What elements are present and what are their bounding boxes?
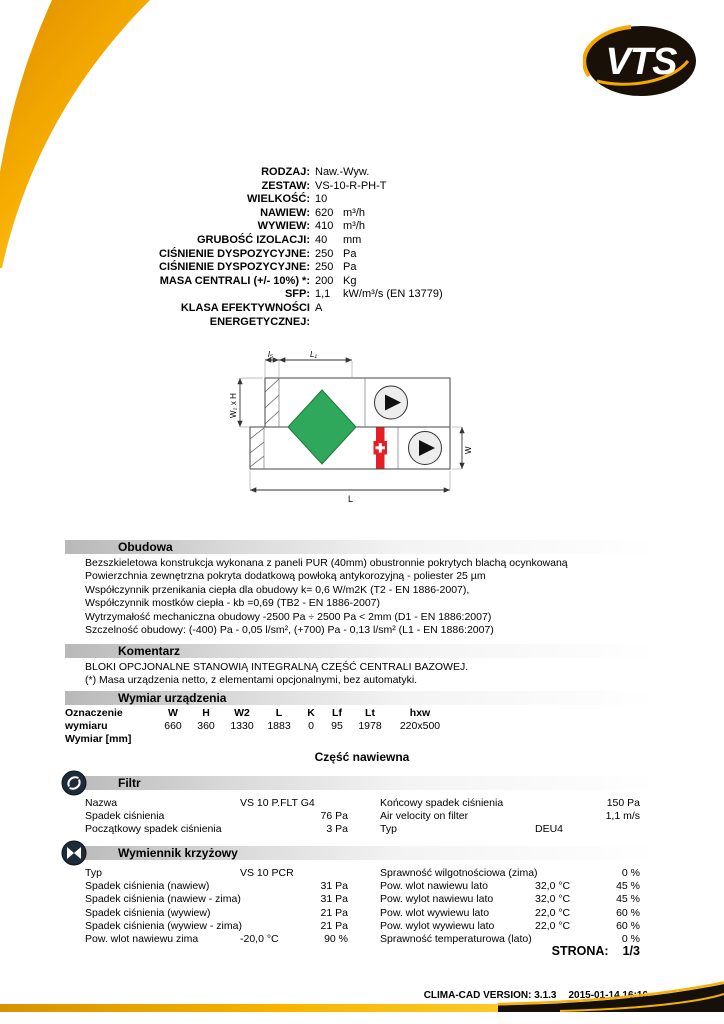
param-row xyxy=(85,823,348,836)
spec-row xyxy=(0,316,724,330)
col-header: W xyxy=(168,707,178,719)
section-title: Obudowa xyxy=(118,540,173,554)
cell: 660 xyxy=(164,719,182,732)
param-row xyxy=(380,907,640,920)
page-number xyxy=(340,944,640,958)
param-mid: 22,0 °C xyxy=(535,906,571,919)
col-header: Lf xyxy=(332,707,342,719)
spec-value: Naw.-Wyw. xyxy=(315,166,370,178)
spec-label: ENERGETYCZNEJ: xyxy=(209,315,310,328)
param-mid: VS 10 P.FLT G4 xyxy=(240,797,315,809)
supply-fan-icon xyxy=(375,386,408,419)
filtr-left-table xyxy=(85,797,348,837)
wymiennik-left-table xyxy=(85,867,348,946)
obudowa-line: Współczynnik mostków ciepła - kb =0,69 (TB2 - EN 1886-2007) xyxy=(85,597,380,610)
spec-label: CIŚNIENIE DYSPOZYCYJNE: xyxy=(159,261,310,274)
spec-label: CIŚNIENIE DYSPOZYCYJNE: xyxy=(159,247,310,260)
param-value: 3 Pa xyxy=(326,823,348,836)
param-label: Air velocity on filter xyxy=(380,810,469,823)
spec-list xyxy=(0,166,724,329)
spec-value: 10 xyxy=(315,193,328,206)
param-mid xyxy=(240,810,296,823)
param-label: Pow. wylot nawiewu lato xyxy=(380,893,494,906)
spec-label: ZESTAW: xyxy=(261,179,310,192)
param-row xyxy=(85,920,348,933)
spec-row xyxy=(0,261,724,275)
unit-diagram xyxy=(228,350,488,505)
spec-row xyxy=(0,166,724,180)
exhaust-fan-icon xyxy=(409,432,442,465)
param-value: 0 % xyxy=(621,933,640,946)
footer-version-text: CLIMA-CAD VERSION: 3.1.3 xyxy=(423,990,557,1001)
param-mid xyxy=(240,893,296,906)
obudowa-line: Współczynnik przenikania ciepła dla obudowy k= 0,6 W/m2K (T2 - EN 1886-2007), xyxy=(85,583,470,596)
param-mid: 32,0 °C xyxy=(535,880,571,893)
section-title: Komentarz xyxy=(118,644,181,658)
spec-row xyxy=(0,180,724,194)
vts-logo xyxy=(583,24,699,98)
col-header: L xyxy=(275,707,283,719)
param-mid xyxy=(240,823,296,836)
param-row xyxy=(380,893,640,906)
spec-value: A xyxy=(315,301,323,314)
komentarz-line: BLOKI OPCJONALNE STANOWIĄ INTEGRALNĄ CZĘŚĆ CENTRALI BAZOWEJ. xyxy=(85,661,469,673)
dim-label-l: L xyxy=(348,494,354,504)
param-label: Typ xyxy=(85,867,102,879)
dimension-table-header xyxy=(65,707,450,720)
col-header: H xyxy=(202,707,210,719)
dim-label-w2xh: W₂ x H xyxy=(229,393,238,418)
cross-exchanger-icon xyxy=(61,840,87,866)
page-number-value: 1/3 xyxy=(622,944,640,958)
spec-value: 1,1 xyxy=(315,288,331,301)
spec-label: MASA CENTRALI (+/- 10%) *: xyxy=(159,274,310,287)
dimension-table xyxy=(65,707,450,745)
spec-value: VS-10-R-PH-T xyxy=(315,179,387,192)
spec-row xyxy=(0,220,724,234)
param-mid: DEU4 xyxy=(535,823,564,836)
filter-icon xyxy=(61,770,87,796)
spec-row xyxy=(0,207,724,221)
param-value xyxy=(296,867,348,880)
section-header-wymiennik xyxy=(65,846,658,860)
spec-value: 40 xyxy=(315,233,328,246)
spec-row xyxy=(0,288,724,302)
obudowa-line: Bezszkieletowa konstrukcja wykonana z paneli PUR (40mm) obustronnie pokrytych blachą ocynkowaną xyxy=(85,557,568,569)
spec-value: 410 xyxy=(315,220,334,233)
spec-unit: Pa xyxy=(343,261,357,274)
cell: 1978 xyxy=(358,719,382,732)
spec-row xyxy=(0,275,724,289)
dim-label-w: W xyxy=(464,446,473,454)
col-header: W2 xyxy=(234,707,250,719)
cell: 1330 xyxy=(230,719,254,732)
spec-label: GRUBOŚĆ IZOLACJI: xyxy=(196,233,310,246)
param-mid xyxy=(535,797,590,810)
obudowa-line: Powierzchnia zewnętrzna pokryta dodatkową powłoką antykorozyjną - poliester 25 µm xyxy=(85,570,486,583)
param-value: 60 % xyxy=(616,919,640,932)
komentarz-text xyxy=(85,661,468,688)
param-row xyxy=(85,880,348,893)
cell: 220x500 xyxy=(399,719,441,732)
section-header-komentarz xyxy=(65,644,658,658)
param-mid: -20,0 °C xyxy=(240,933,279,946)
komentarz-line: (*) Masa urządzenia netto, z elementami opcjonalnymi, bez automatyki. xyxy=(85,674,418,687)
param-label: Sprawność temperaturowa (lato) xyxy=(380,933,532,946)
spec-unit: Pa xyxy=(343,247,357,260)
param-value: 45 % xyxy=(616,893,640,906)
param-label: Spadek ciśnienia (nawiew - zima) xyxy=(85,893,241,906)
obudowa-text xyxy=(85,557,568,637)
filtr-right-table xyxy=(380,797,640,837)
param-row xyxy=(85,907,348,920)
supply-part-title: Część nawiewna xyxy=(314,750,410,764)
col-header: hxw xyxy=(409,707,431,719)
section-header-wymiar xyxy=(65,691,658,705)
param-value: 31 Pa xyxy=(320,893,348,906)
param-mid xyxy=(240,920,296,933)
section-title: Wymiennik krzyżowy xyxy=(118,846,238,860)
param-label: Typ xyxy=(380,823,397,836)
cell: 95 xyxy=(331,719,343,732)
obudowa-line: Szczelność obudowy: (-400) Pa - 0,05 l/sm², (+700) Pa - 0,13 l/sm² (L1 - EN 1886:2007) xyxy=(85,624,494,637)
dim-label-l5: l₅ xyxy=(268,350,273,359)
param-value xyxy=(590,823,640,836)
footer-decoration xyxy=(0,964,724,1024)
param-value: 150 Pa xyxy=(606,797,640,809)
param-label: Nazwa xyxy=(85,797,118,809)
param-row xyxy=(380,810,640,823)
param-row xyxy=(380,823,640,836)
param-row xyxy=(380,867,640,880)
unit-label: Wymiar [mm] xyxy=(65,732,132,745)
spec-unit: m³/h xyxy=(343,220,365,233)
section-header-obudowa xyxy=(65,540,658,554)
supply-section-box xyxy=(265,378,450,427)
spec-row xyxy=(0,234,724,248)
spec-value: 620 xyxy=(315,206,334,219)
spec-unit: kW/m³/s (EN 13779) xyxy=(343,288,443,301)
param-label: Początkowy spadek ciśnienia xyxy=(85,823,222,836)
page-number-label: STRONA: xyxy=(551,944,609,958)
param-row xyxy=(380,797,640,810)
cell: 0 xyxy=(308,719,314,732)
spec-value xyxy=(315,316,340,330)
dim-label-l1: L₁ xyxy=(310,350,317,359)
dimension-table-footer xyxy=(65,733,450,746)
vts-logo-text: VTS xyxy=(605,41,677,83)
dimension-table-row xyxy=(65,720,450,733)
row-label: wymiaru xyxy=(65,719,108,732)
param-value: 76 Pa xyxy=(320,810,348,823)
obudowa-line: Wytrzymałość mechaniczna obudowy -2500 Pa ÷ 2500 Pa < 2mm (D1 - EN 1886:2007) xyxy=(85,610,492,623)
spec-label: RODZAJ: xyxy=(261,166,310,178)
wymiennik-right-table xyxy=(380,867,640,946)
param-value: 31 Pa xyxy=(320,880,348,893)
spec-value: 250 xyxy=(315,247,334,260)
param-value: 21 Pa xyxy=(320,919,348,932)
param-mid: 32,0 °C xyxy=(535,893,571,906)
param-label: Spadek ciśnienia (nawiew) xyxy=(85,880,210,893)
spec-value: 250 xyxy=(315,261,334,274)
spec-label: KLASA EFEKTYWNOŚCI xyxy=(180,301,310,314)
spec-label: SFP: xyxy=(284,288,310,301)
param-row xyxy=(85,867,348,880)
param-label: Spadek ciśnienia (wywiew - zima) xyxy=(85,919,242,932)
spec-label: NAWIEW: xyxy=(260,206,310,219)
param-label: Pow. wlot wywiewu lato xyxy=(380,906,490,919)
param-label: Pow. wylot wywiewu lato xyxy=(380,919,495,932)
param-value: 60 % xyxy=(616,906,640,919)
param-value: 21 Pa xyxy=(320,906,348,919)
spec-row xyxy=(0,302,724,316)
col-header: Lt xyxy=(365,707,375,719)
spec-unit: m³/h xyxy=(343,206,365,219)
param-row xyxy=(85,797,348,810)
param-row xyxy=(380,920,640,933)
spec-row xyxy=(0,248,724,262)
param-mid xyxy=(240,880,296,893)
col-header: Oznaczenie xyxy=(65,707,123,719)
section-title: Wymiar urządzenia xyxy=(118,691,227,705)
cell: 360 xyxy=(197,719,215,732)
param-label: Spadek ciśnienia xyxy=(85,810,165,823)
param-mid: VS 10 PCR xyxy=(240,867,294,879)
spec-label: WYWIEW: xyxy=(257,220,310,233)
param-mid xyxy=(535,810,590,823)
col-header: K xyxy=(307,707,315,719)
param-value xyxy=(296,797,348,810)
param-mid xyxy=(535,867,590,880)
param-mid xyxy=(240,907,296,920)
section-title: Filtr xyxy=(118,776,141,790)
spec-unit: mm xyxy=(343,233,362,246)
param-row xyxy=(85,810,348,823)
param-row xyxy=(85,893,348,906)
cell: 1883 xyxy=(267,719,291,732)
param-row xyxy=(85,933,348,946)
param-value: 0 % xyxy=(621,867,640,879)
section-header-filtr xyxy=(65,776,658,790)
footer-datetime: 2015-01-14 16:16 xyxy=(568,990,648,1001)
param-value: 45 % xyxy=(616,880,640,893)
param-value: 1,1 m/s xyxy=(605,810,640,823)
param-label: Końcowy spadek ciśnienia xyxy=(380,797,504,809)
spec-value: 200 xyxy=(315,274,334,287)
param-row xyxy=(380,880,640,893)
param-mid: 22,0 °C xyxy=(535,919,571,932)
spec-label: WIELKOŚĆ: xyxy=(247,193,310,206)
spec-row xyxy=(0,193,724,207)
param-value: 90 % xyxy=(324,933,348,946)
spec-unit: Kg xyxy=(343,274,357,287)
param-label: Pow. wlot nawiewu lato xyxy=(380,880,488,893)
param-label: Pow. wlot nawiewu zima xyxy=(85,933,199,946)
param-label: Spadek ciśnienia (wywiew) xyxy=(85,906,211,919)
param-label: Sprawność wilgotnościowa (zima) xyxy=(380,867,538,879)
